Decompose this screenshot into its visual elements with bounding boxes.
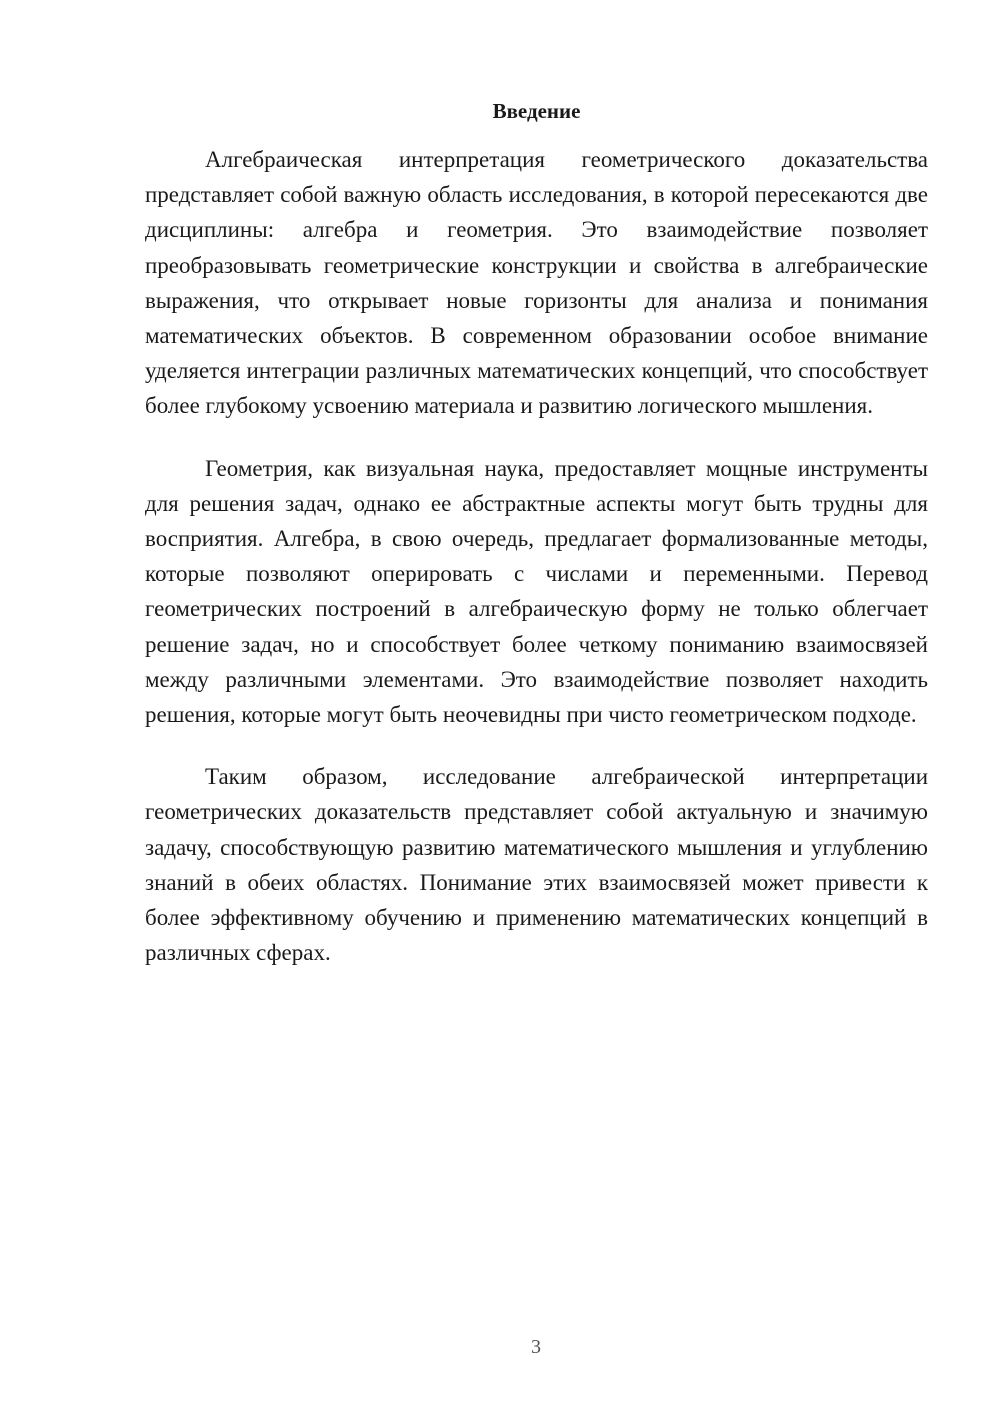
- document-body: [145, 142, 928, 997]
- paragraph-introduction-3: Таким образом, исследование алгебраической интерпретации геометрических доказательств представляет собой актуальную и значимую задачу, способствующую развитию математического мышления и углублению знаний в обеих областях. Понимание этих взаимосвязей может привести к более эффективному обучению и применению математических концепций в различных сферах.: [145, 764, 928, 966]
- page-number: 3: [531, 1336, 541, 1358]
- paragraph-introduction-2: Геометрия, как визуальная наука, предоставляет мощные инструменты для решения задач, однако ее абстрактные аспекты могут быть трудны для восприятия. Алгебра, в свою очередь, предлагает формализованные методы, которые позволяют оперировать с числами и переменными. Перевод геометрических построений в алгебраическую форму не только облегчает решение задач, но и способствует более четкому пониманию взаимосвязей между различными элементами. Это взаимодействие позволяет находить решения, которые могут быть неочевидны при чисто геометрическом подходе.: [145, 455, 928, 728]
- paragraph-introduction-1: Алгебраическая интерпретация геометрического доказательства представляет собой важную область исследования, в которой пересекаются две дисциплины: алгебра и геометрия. Это взаимодействие позволяет преобразовывать геометрические конструкции и свойства в алгебраические выражения, что открывает новые горизонты для анализа и понимания математических объектов. В современном образовании особое внимание уделяется интеграции различных математических концепций, что способствует более глубокому усвоению материала и развитию логического мышления.: [145, 147, 928, 419]
- section-title: Введение: [492, 99, 581, 123]
